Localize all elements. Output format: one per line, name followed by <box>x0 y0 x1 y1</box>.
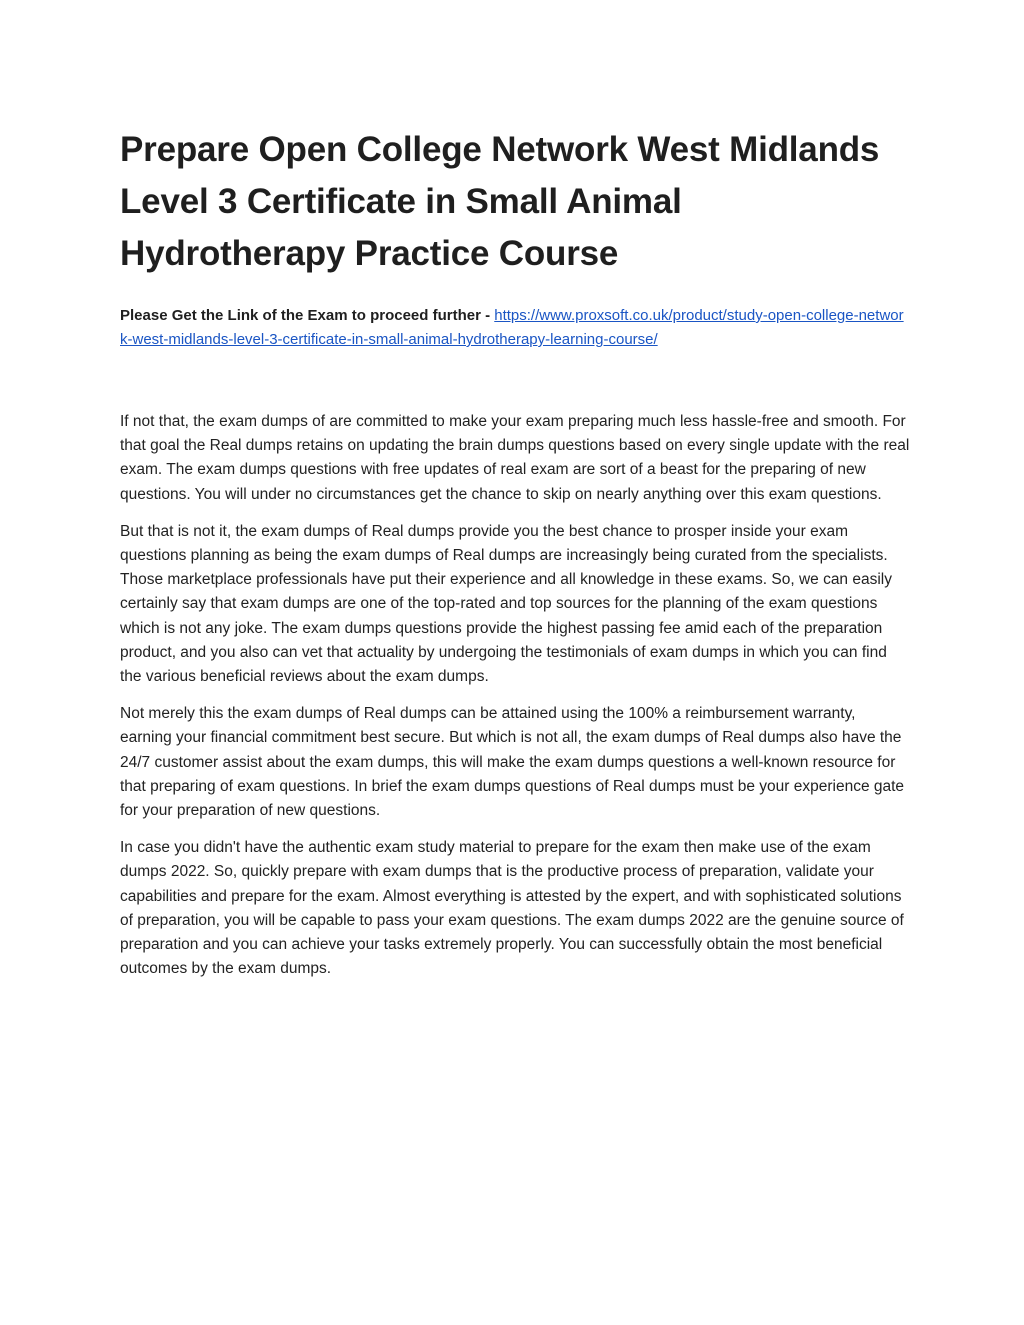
body-paragraph-1: If not that, the exam dumps of are committed to make your exam preparing much less hassle-free and smooth. For that goal the Real dumps retains on updating the brain dumps questions based on every single update with the real exam. The exam dumps questions with free updates of real exam are sort of a beast for the preparing of new questions. You will under no circumstances get the chance to skip on nearly anything over this exam questions. <box>120 413 910 503</box>
body-paragraph-4: In case you didn't have the authentic exam study material to prepare for the exam then make use of the exam dumps 2022. So, quickly prepare with exam dumps that is the productive process of preparation, validate your capabilities and prepare for the exam. Almost everything is attested by the expert, and with sophisticated solutions of preparation, you will be capable to pass your exam questions. The exam dumps 2022 are the genuine source of preparation and you can achieve your tasks extremely properly. You can successfully obtain the most beneficial outcomes by the exam dumps. <box>120 839 904 978</box>
body-text <box>120 410 910 981</box>
body-paragraph-2: But that is not it, the exam dumps of Real dumps provide you the best chance to prosper inside your exam questions planning as being the exam dumps of Real dumps are increasingly being curated from the specialists. Those marketplace professionals have put their experience and all knowledge in these exams. So, we can easily certainly say that exam dumps are one of the top-rated and top sources for the planning of the exam questions which is not any joke. The exam dumps questions provide the highest passing fee amid each of the preparation product, and you also can vet that actuality by undergoing the testimonials of exam dumps in which you can find the various beneficial reviews about the exam dumps. <box>120 522 892 686</box>
exam-link[interactable]: https://www.proxsoft.co.uk/product/study-open-college-network-west-midlands-level-3-certificate-in-small-animal-hydrotherapy-learning-course/ <box>120 307 904 348</box>
page-title: Prepare Open College Network West Midlands Level 3 Certificate in Small Animal Hydrotherapy Practice Course <box>120 130 880 273</box>
body-paragraph-3: Not merely this the exam dumps of Real dumps can be attained using the 100% a reimbursement warranty, earning your financial commitment best secure. But which is not all, the exam dumps of Real dumps also have the 24/7 customer assist about the exam dumps, this will make the exam dumps questions a well-known resource for that preparing of exam questions. In brief the exam dumps questions of Real dumps must be your experience gate for your preparation of new questions. <box>120 705 905 820</box>
exam-link-label: Please Get the Link of the Exam to proceed further - <box>120 307 491 324</box>
exam-link-paragraph <box>120 304 910 352</box>
document-page <box>120 124 910 994</box>
